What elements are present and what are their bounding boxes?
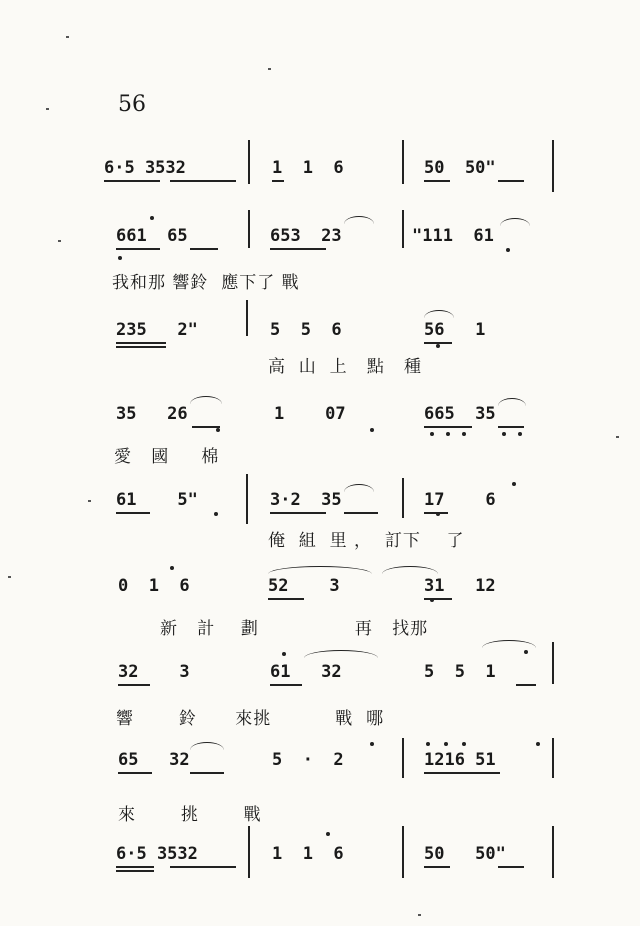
lyrics-row-5: 俺 組 里 ， 訂下 了 [268, 531, 465, 551]
page-number: 56 [118, 92, 146, 117]
notation-row-7-c: 5 5 1 [424, 662, 496, 682]
barline [248, 140, 250, 184]
notation-row-5-b: 3·2 35 [270, 490, 342, 510]
lyrics-row-7: 響 鈴 來挑 戰 哪 [116, 709, 385, 729]
beam [270, 248, 326, 250]
octave-dot [430, 432, 434, 436]
beam [190, 248, 218, 250]
slur [382, 566, 438, 574]
slur [190, 742, 224, 750]
lyrics-row-3: 高 山 上 點 種 [268, 357, 423, 377]
octave-dot [518, 432, 522, 436]
beam [170, 180, 236, 182]
lyrics-row-4: 愛 國 棉 [114, 447, 220, 467]
beam [118, 772, 152, 774]
octave-dot [436, 512, 440, 516]
octave-dot [426, 742, 430, 746]
notation-row-5-c: 17 6 [424, 490, 496, 510]
barline [248, 826, 250, 878]
beam [104, 180, 160, 182]
scan-speck [616, 436, 619, 438]
octave-dot [502, 432, 506, 436]
beam [116, 346, 166, 348]
octave-dot [446, 432, 450, 436]
notation-row-3-c: 56 1 [424, 320, 486, 340]
octave-dot [214, 512, 218, 516]
octave-dot [536, 742, 540, 746]
beam [424, 772, 500, 774]
notation-row-7-b: 61 32 [270, 662, 342, 682]
notation-row-4-c: 665 35 [424, 404, 496, 424]
notation-row-6-b: 52 3 [268, 576, 340, 596]
notation-row-2-a: 661 65 [116, 226, 188, 246]
barline [246, 474, 248, 524]
octave-dot [282, 652, 286, 656]
slur [344, 484, 374, 492]
scan-speck [46, 108, 49, 110]
barline [246, 300, 248, 336]
notation-row-2-c: "111 61 [412, 226, 494, 246]
beam [268, 598, 304, 600]
barline [402, 826, 404, 878]
beam [116, 512, 150, 514]
barline [552, 642, 554, 684]
beam [424, 598, 452, 600]
scan-speck [88, 500, 91, 502]
beam [498, 866, 524, 868]
notation-row-8-a: 65 32 [118, 750, 190, 770]
lyrics-row-6: 新 計 劃 再 找那 [160, 619, 429, 639]
octave-dot [444, 742, 448, 746]
notation-row-9-a: 6·5 3532 [116, 844, 198, 864]
octave-dot [524, 650, 528, 654]
beam [270, 512, 326, 514]
barline [248, 210, 250, 248]
notation-row-8-c: 1216 51 [424, 750, 496, 770]
beam [116, 866, 154, 868]
notation-row-3-b: 5 5 6 [270, 320, 342, 340]
beam [116, 342, 166, 344]
octave-dot [326, 832, 330, 836]
scan-speck [8, 576, 11, 578]
slur [190, 396, 222, 404]
slur [482, 640, 536, 648]
octave-dot [462, 742, 466, 746]
barline [402, 738, 404, 778]
final-barline [552, 826, 554, 878]
slur [268, 566, 372, 574]
notation-row-6-c: 31 12 [424, 576, 496, 596]
octave-dot [118, 256, 122, 260]
lyrics-row-2: 我和那 響鈴 應下了 戰 [112, 273, 300, 293]
barline [402, 210, 404, 248]
notation-row-1-a: 6·5 3532 [104, 158, 186, 178]
slur [424, 310, 454, 318]
slur [498, 398, 526, 406]
octave-dot [216, 428, 220, 432]
scan-speck [58, 240, 61, 242]
notation-row-2-b: 653 23 [270, 226, 342, 246]
notation-row-9-c: 50 50" [424, 844, 506, 864]
scan-speck [268, 68, 271, 70]
notation-row-8-b: 5 · 2 [272, 750, 344, 770]
beam [270, 684, 302, 686]
beam [424, 866, 450, 868]
octave-dot [436, 344, 440, 348]
beam [116, 248, 160, 250]
notation-row-4-b: 1 07 [274, 404, 346, 424]
beam [190, 772, 224, 774]
notation-row-4-a: 35 26 [116, 404, 188, 424]
barline [552, 738, 554, 778]
beam [498, 180, 524, 182]
beam [344, 512, 378, 514]
lyrics-row-8: 來 挑 戰 [118, 805, 262, 825]
octave-dot [512, 482, 516, 486]
octave-dot [370, 428, 374, 432]
notation-row-5-a: 61 5" [116, 490, 198, 510]
beam [516, 684, 536, 686]
octave-dot [506, 248, 510, 252]
notation-row-1-c: 50 50" [424, 158, 496, 178]
octave-dot [462, 432, 466, 436]
notation-row-9-b: 1 1 6 [272, 844, 344, 864]
barline [402, 478, 404, 518]
beam [116, 870, 154, 872]
beam [424, 180, 450, 182]
notation-row-3-a: 235 2" [116, 320, 198, 340]
octave-dot [170, 566, 174, 570]
final-barline [552, 140, 554, 192]
notation-row-1-b: 1 1 6 [272, 158, 344, 178]
beam [498, 426, 524, 428]
scan-speck [418, 914, 421, 916]
octave-dot [150, 216, 154, 220]
scan-speck [66, 36, 69, 38]
beam [192, 426, 220, 428]
beam [424, 426, 472, 428]
barline [402, 140, 404, 184]
beam [170, 866, 236, 868]
slur [304, 650, 378, 658]
beam [272, 180, 284, 182]
octave-dot [370, 742, 374, 746]
notation-row-6-a: 0 1 6 [118, 576, 190, 596]
beam [118, 684, 150, 686]
slur [500, 218, 530, 226]
slur [344, 216, 374, 224]
octave-dot [430, 598, 434, 602]
notation-row-7-a: 32 3 [118, 662, 190, 682]
